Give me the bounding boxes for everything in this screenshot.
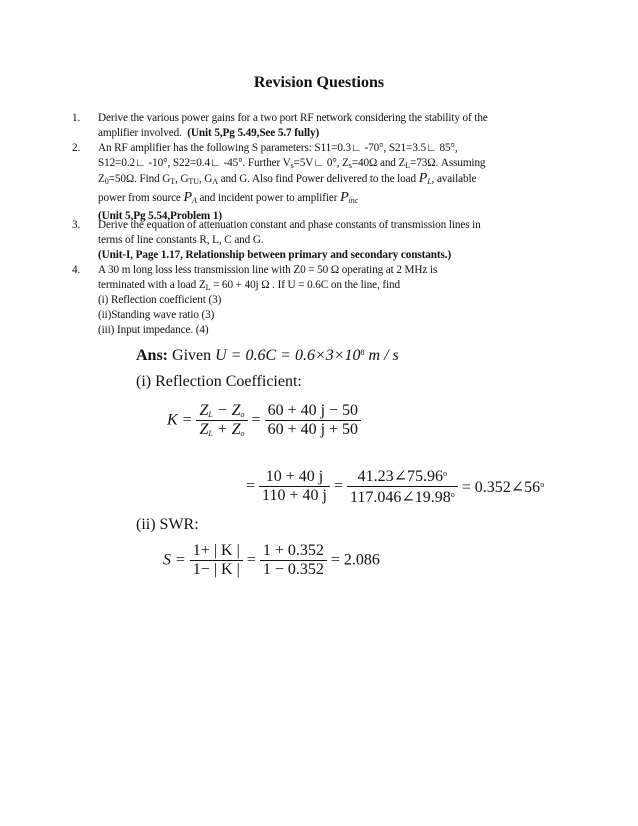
question-text-line: power from source $P_A$ and incident power to amplifier $P_{inc}$ — [98, 190, 359, 205]
question-text-line: Derive the equation of attenuation constant and phase constants of transmission lines in — [98, 219, 481, 231]
list-item: (i) Reflection coefficient (3) — [98, 294, 222, 306]
question-number: 1. — [72, 112, 81, 124]
question-number: 4. — [72, 264, 81, 276]
reflection-equation: K = $\frac{Z_L - Z_o}{Z_L + Z_o}$ = $\frac{60 + 40 j - 50}{60 + 40 j + 50}$ — [167, 402, 361, 439]
fraction: $\frac{60 + 40 j - 50}{60 + 40 j + 50}$ — [265, 402, 362, 439]
answer-given-line: Ans: Given $U = 0.6C = 0.6\times 3\times 10^8$ m / s — [136, 347, 399, 364]
question-text-line: A 30 m long loss less transmission line with Z0 = 50 Ω operating at 2 MHz is — [98, 264, 438, 276]
question-text-line: Derive the various power gains for a two port RF network considering the stability of the — [98, 112, 488, 124]
reflection-result: = $\frac{10 + 40 j}{110 + 40 j}$ = $\frac{41.23\angle 75.96^o}{117.046\angle 19.98^o}$ = $0.352\angle 56^o$ — [246, 468, 545, 506]
question-text-line: An RF amplifier has the following S parameters: S11=0.3∟ -70°, S21=3.5∟ 85°, — [98, 142, 458, 154]
question-text-line: S12=0.2∟ -10°, S22=0.4∟ -45°. Further $V_s=5V∟$ 0°, $Z_s=40\Omega$ and $Z_L=73\Omega$. Assuming — [98, 157, 486, 170]
page-title: Revision Questions — [253, 74, 385, 91]
question-text-line: amplifier involved. — [98, 127, 182, 139]
question-number: 3. — [72, 219, 81, 231]
question-reference: (Unit 5,Pg 5.49,See 5.7 fully) — [187, 127, 320, 139]
fraction: $\frac{1+ | K |}{1- | K |}$ — [190, 542, 243, 579]
question-text-line: terms of line constants R, L, C and G. — [98, 234, 264, 246]
reflection-heading: (i) Reflection Coefficient: — [136, 373, 302, 390]
question-reference: (Unit 5,Pg 5.54,Problem 1) — [98, 210, 222, 222]
fraction: $\frac{Z_L - Z_o}{Z_L + Z_o}$ — [196, 402, 247, 439]
question-text-line: $Z_0=50\Omega$. Find $G_T$, $G_{TU}$, $G_A$ and G. Also find Power delivered to the load $P_L$, available — [98, 171, 477, 186]
list-item: (iii) Input impedance. (4) — [98, 324, 209, 336]
question-text-line: terminated with a load $Z_L = 60 + 40j$ Ω . If U = 0.6C on the line, find — [98, 279, 400, 292]
list-item: (ii)Standing wave ratio (3) — [98, 309, 215, 321]
fraction: $\frac{1 + 0.352}{1 - 0.352}$ — [260, 542, 327, 579]
question-reference: (Unit-I, Page 1.17, Relationship between primary and secondary constants.) — [98, 249, 452, 261]
swr-heading: (ii) SWR: — [136, 516, 199, 533]
fraction: $\frac{41.23\angle 75.96^o}{117.046\angle 19.98^o}$ — [347, 466, 458, 507]
fraction: $\frac{10 + 40 j}{110 + 40 j}$ — [259, 468, 330, 505]
swr-equation: S = $\frac{1+ | K |}{1- | K |}$ = $\frac{1 + 0.352}{1 - 0.352}$ = 2.086 — [163, 542, 380, 578]
question-number: 2. — [72, 142, 81, 154]
